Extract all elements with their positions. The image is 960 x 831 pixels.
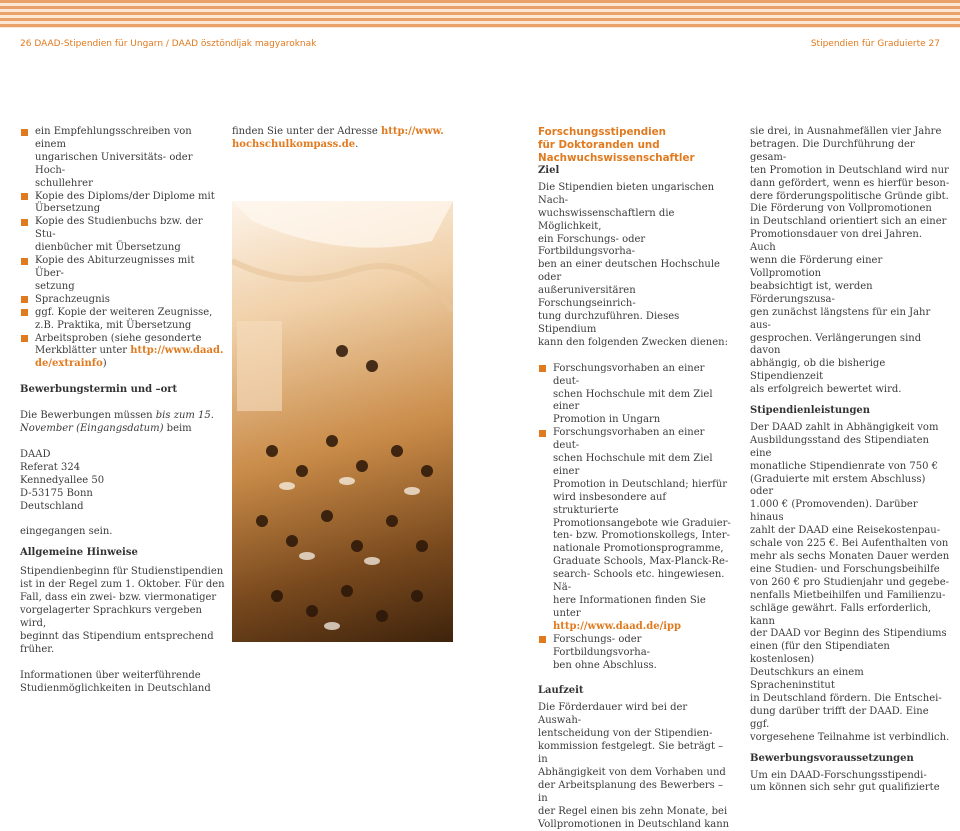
text-line: abhängig, ob die bisherige Stipendienzeit <box>750 358 950 384</box>
hochschulkompass-link[interactable]: http://www. <box>381 126 444 137</box>
text-line: ben an einer deutschen Hochschule oder <box>538 259 733 285</box>
text-line: Promotion in Ungarn <box>553 414 733 427</box>
list-item <box>538 363 733 428</box>
text-line: here Informationen finden Sie unter <box>553 595 733 621</box>
text-line: zahlt der DAAD eine Reisekostenpau- <box>750 525 950 538</box>
bullet-square-icon <box>21 335 28 342</box>
text-line: ein Forschungs- oder Fortbildungsvorha- <box>538 234 733 260</box>
text-line: Promotionsangebote wie Graduier- <box>553 518 733 531</box>
text-line: mehr als sechs Monaten Dauer werden <box>750 551 950 564</box>
decorative-stripes <box>0 0 960 28</box>
text-line: schen Hochschule mit dem Ziel einer <box>553 453 733 479</box>
text-line: Um ein DAAD-Forschungsstipendi- <box>750 770 950 783</box>
address-line: Referat 324 <box>20 462 225 475</box>
address-line: Deutschland <box>20 501 225 514</box>
text-line: schen Hochschule mit dem Ziel einer <box>553 389 733 415</box>
daad-extrainfo-link-cont[interactable]: de/extrainfo <box>35 358 103 369</box>
bullet-square-icon <box>21 219 28 226</box>
section-heading: Bewerbungsvoraussetzungen <box>750 753 950 766</box>
column-4 <box>750 126 950 795</box>
text-line: Studienmöglichkeiten in Deutschland <box>20 683 225 696</box>
text-line: Graduate Schools, Max-Planck-Re- <box>553 556 733 569</box>
list-item: Kopie des Abiturzeugnisses mit Über- setzung <box>20 255 225 294</box>
text-line: (Graduierte mit erstem Abschluss) oder <box>750 474 950 500</box>
text-line: beginnt das Stipendium entsprechend <box>20 631 225 644</box>
info-text <box>20 670 225 696</box>
text-line: Deutschkurs an einem Spracheninstitut <box>750 667 950 693</box>
bullet-square-icon <box>21 193 28 200</box>
list-item: Arbeitsproben (siehe gesonderte Merkblätter unter http://www.daad. de/extrainfo) <box>20 333 225 372</box>
text-line: lentscheidung von der Stipendien- <box>538 728 733 741</box>
list-item: Sprachzeugnis <box>20 294 225 307</box>
address-line: Kennedyallee 50 <box>20 475 225 488</box>
text-line: Abhängigkeit von dem Vorhaben und <box>538 767 733 780</box>
text-line: der Arbeitsplanung des Bewerbers – in <box>538 780 733 806</box>
paragraph <box>750 422 950 745</box>
laufzeit-text <box>538 702 733 831</box>
section-heading: Stipendienleistungen <box>750 405 950 418</box>
section-heading: Allgemeine Hinweise <box>20 547 225 560</box>
text-line: außeruniversitären Forschungseinrich- <box>538 285 733 311</box>
text-line: Ausbildungsstand des Stipendiaten eine <box>750 435 950 461</box>
bullet-square-icon <box>21 129 28 136</box>
list-item: Kopie des Studienbuchs bzw. der Stu- dienbücher mit Übersetzung <box>20 216 225 255</box>
text-line: Informationen über weiterführende <box>20 670 225 683</box>
text-line: kommission festgelegt. Sie beträgt – in <box>538 741 733 767</box>
section-heading: Bewerbungstermin und –ort <box>20 384 225 397</box>
text-line: in Deutschland orientiert sich an einer <box>750 216 950 229</box>
list-item: Kopie des Diploms/der Diplome mit Übersetzung <box>20 191 225 217</box>
address-line: DAAD <box>20 449 225 462</box>
text-line: gen zunächst längstens für ein Jahr aus- <box>750 307 950 333</box>
bullet-square-icon <box>539 365 546 372</box>
list-item: ggf. Kopie der weiteren Zeugnisse, z.B. Praktika, mit Übersetzung <box>20 307 225 333</box>
text-line: 1.000 € (Promovenden). Darüber hinaus <box>750 499 950 525</box>
bullet-square-icon <box>539 430 546 437</box>
text-line: betragen. Die Durchführung der gesam- <box>750 139 950 165</box>
text-line: Forschungsvorhaben an einer deut- <box>553 427 733 453</box>
hochschulkompass-link-cont[interactable]: hochschulkompass.de <box>232 139 355 150</box>
address-line: D-53175 Bonn <box>20 488 225 501</box>
text-line: sie drei, in Ausnahmefällen vier Jahre <box>750 126 950 139</box>
column-1: ein Empfehlungsschreiben von einem ungarischen Universitäts- oder Hoch- schullehrer Kopie des Diploms/der Diplome mit Übersetzung Kopie des Studienbuchs bzw. der Stu- dienbücher mit Übersetzung Kopie des Abiturzeugnisses mit Über- setzung Sprachzeugnis ggf. Kopie der weiteren Zeugnisse, z.B. Praktika, mit Übersetzung Arbeitsproben (siehe gesonderte Merkblätter unter http://www.daad. de/extrainfo) Bewerbungstermin und –ort Die Bewerbungen müssen bis zum 15. November (Eingangsdatum) beim DAAD Referat 324 Kennedyallee 50 D-53175 Bonn Deutschland eingegangen sein. Allgemeine Hinweise Stipendienbeginn für Studienstipendien ist in der Regel zum 1. Oktober. Für den Fall, dass ein zwei- bzw. viermonatiger vorgelagerter Sprachkurs vergeben wird, beginnt das Stipendium entsprechend früher. Informationen über weiterführende Studienmöglichkeiten in Deutschland <box>20 126 225 695</box>
text-line: Fall, dass ein zwei- bzw. viermonatiger <box>20 592 225 605</box>
text-line: Promotion in Deutschland; hierfür <box>553 479 733 492</box>
text-line: beabsichtigt ist, werden Förderungszusa- <box>750 281 950 307</box>
text-line: nationale Promotionsprogramme, <box>553 543 733 556</box>
text-line: eine Studien- und Forschungsbeihilfe <box>750 564 950 577</box>
text-line: dung darüber trifft der DAAD. Eine ggf. <box>750 706 950 732</box>
text-line: Forschungs- oder Fortbildungsvorha- <box>553 634 733 660</box>
text-line: gesprochen. Verlängerungen sind davon <box>750 333 950 359</box>
page-header-right: Stipendien für Graduierte 27 <box>811 39 940 49</box>
text-line: vorgelagerter Sprachkurs vergeben wird, <box>20 605 225 631</box>
bullet-square-icon <box>21 258 28 265</box>
text-line: dere förderungspolitische Gründe gibt. <box>750 191 950 204</box>
list-item <box>538 427 733 634</box>
text-line: Vollpromotionen in Deutschland kann <box>538 819 733 831</box>
bullet-square-icon <box>539 636 546 643</box>
text-line: Die Förderdauer wird bei der Auswah- <box>538 702 733 728</box>
list-item <box>538 634 733 673</box>
text-line: vorgesehene Teilnahme ist verbindlich. <box>750 732 950 745</box>
text-line: einen (für den Stipendiaten kostenlosen) <box>750 641 950 667</box>
page-header-left: 26 DAAD-Stipendien für Ungarn / DAAD ösztöndíjak magyaroknak <box>20 39 316 49</box>
column-3 <box>538 126 733 831</box>
text-line: Die Förderung von Vollpromotionen <box>750 203 950 216</box>
orchestra-photo-graphic <box>232 201 453 642</box>
column-2: finden Sie unter der Adresse http://www. hochschulkompass.de. <box>232 126 457 152</box>
general-notes <box>20 566 225 656</box>
text-line: kann den folgenden Zwecken dienen: <box>538 337 733 350</box>
text-line: ist in der Regel zum 1. Oktober. Für den <box>20 579 225 592</box>
text-line: Stipendienbeginn für Studienstipendien <box>20 566 225 579</box>
text-line: nenfalls Mietbeihilfen und Familienzu- <box>750 590 950 603</box>
daad-extrainfo-link[interactable]: http://www.daad. <box>130 345 223 356</box>
orchestra-photo <box>232 201 453 642</box>
requirements-list <box>20 126 225 333</box>
daad-ipp-link[interactable]: http://www.daad.de/ipp <box>553 621 681 632</box>
text-line: um können sich sehr gut qualifizierte <box>750 782 950 795</box>
text-line: ten- bzw. Promotionskollegs, Inter- <box>553 530 733 543</box>
text-line: als erfolgreich bewertet wird. <box>750 384 950 397</box>
text-line: dann gefördert, wenn es hierfür beson- <box>750 178 950 191</box>
bullet-square-icon <box>21 296 28 303</box>
section-title: Forschungsstipendien für Doktoranden und Nachwuchswissenschaftler <box>538 126 733 165</box>
text-line: von 260 € pro Studienjahr und gegebe- <box>750 577 950 590</box>
paragraph <box>750 126 950 397</box>
text-line: search- Schools etc. hingewiesen. Nä- <box>553 569 733 595</box>
text-line: der DAAD vor Beginn des Stipendiums <box>750 628 950 641</box>
paragraph <box>750 770 950 796</box>
text-line: schale von 225 €. Bei Aufenthalten von <box>750 538 950 551</box>
text-line: Die Stipendien bieten ungarischen Nach- <box>538 182 733 208</box>
text-line: in Deutschland fördern. Die Entschei- <box>750 693 950 706</box>
subheading-laufzeit: Laufzeit <box>538 685 733 698</box>
text-line: wuchswissenschaftlern die Möglichkeit, <box>538 208 733 234</box>
subheading-ziel: Ziel <box>538 165 733 178</box>
text-line: wird insbesondere auf strukturierte <box>553 492 733 518</box>
text-line: der Regel einen bis zehn Monate, bei <box>538 806 733 819</box>
bullet-square-icon <box>21 309 28 316</box>
text-line: früher. <box>20 644 225 657</box>
intro-text <box>538 182 733 350</box>
text-line: Forschungsvorhaben an einer deut- <box>553 363 733 389</box>
list-item: ein Empfehlungsschreiben von einem ungarischen Universitäts- oder Hoch- schullehrer <box>20 126 225 191</box>
text-line: tung durchzuführen. Dieses Stipendium <box>538 311 733 337</box>
text-line: monatliche Stipendienrate von 750 € <box>750 461 950 474</box>
text-line: Der DAAD zahlt in Abhängigkeit vom <box>750 422 950 435</box>
text-line: schläge gewährt. Falls erforderlich, kann <box>750 603 950 629</box>
text-line: ben ohne Abschluss. <box>553 660 733 673</box>
text-line: wenn die Förderung einer Vollpromotion <box>750 255 950 281</box>
text-line: ten Promotion in Deutschland wird nur <box>750 165 950 178</box>
text-line: Promotionsdauer von drei Jahren. Auch <box>750 229 950 255</box>
